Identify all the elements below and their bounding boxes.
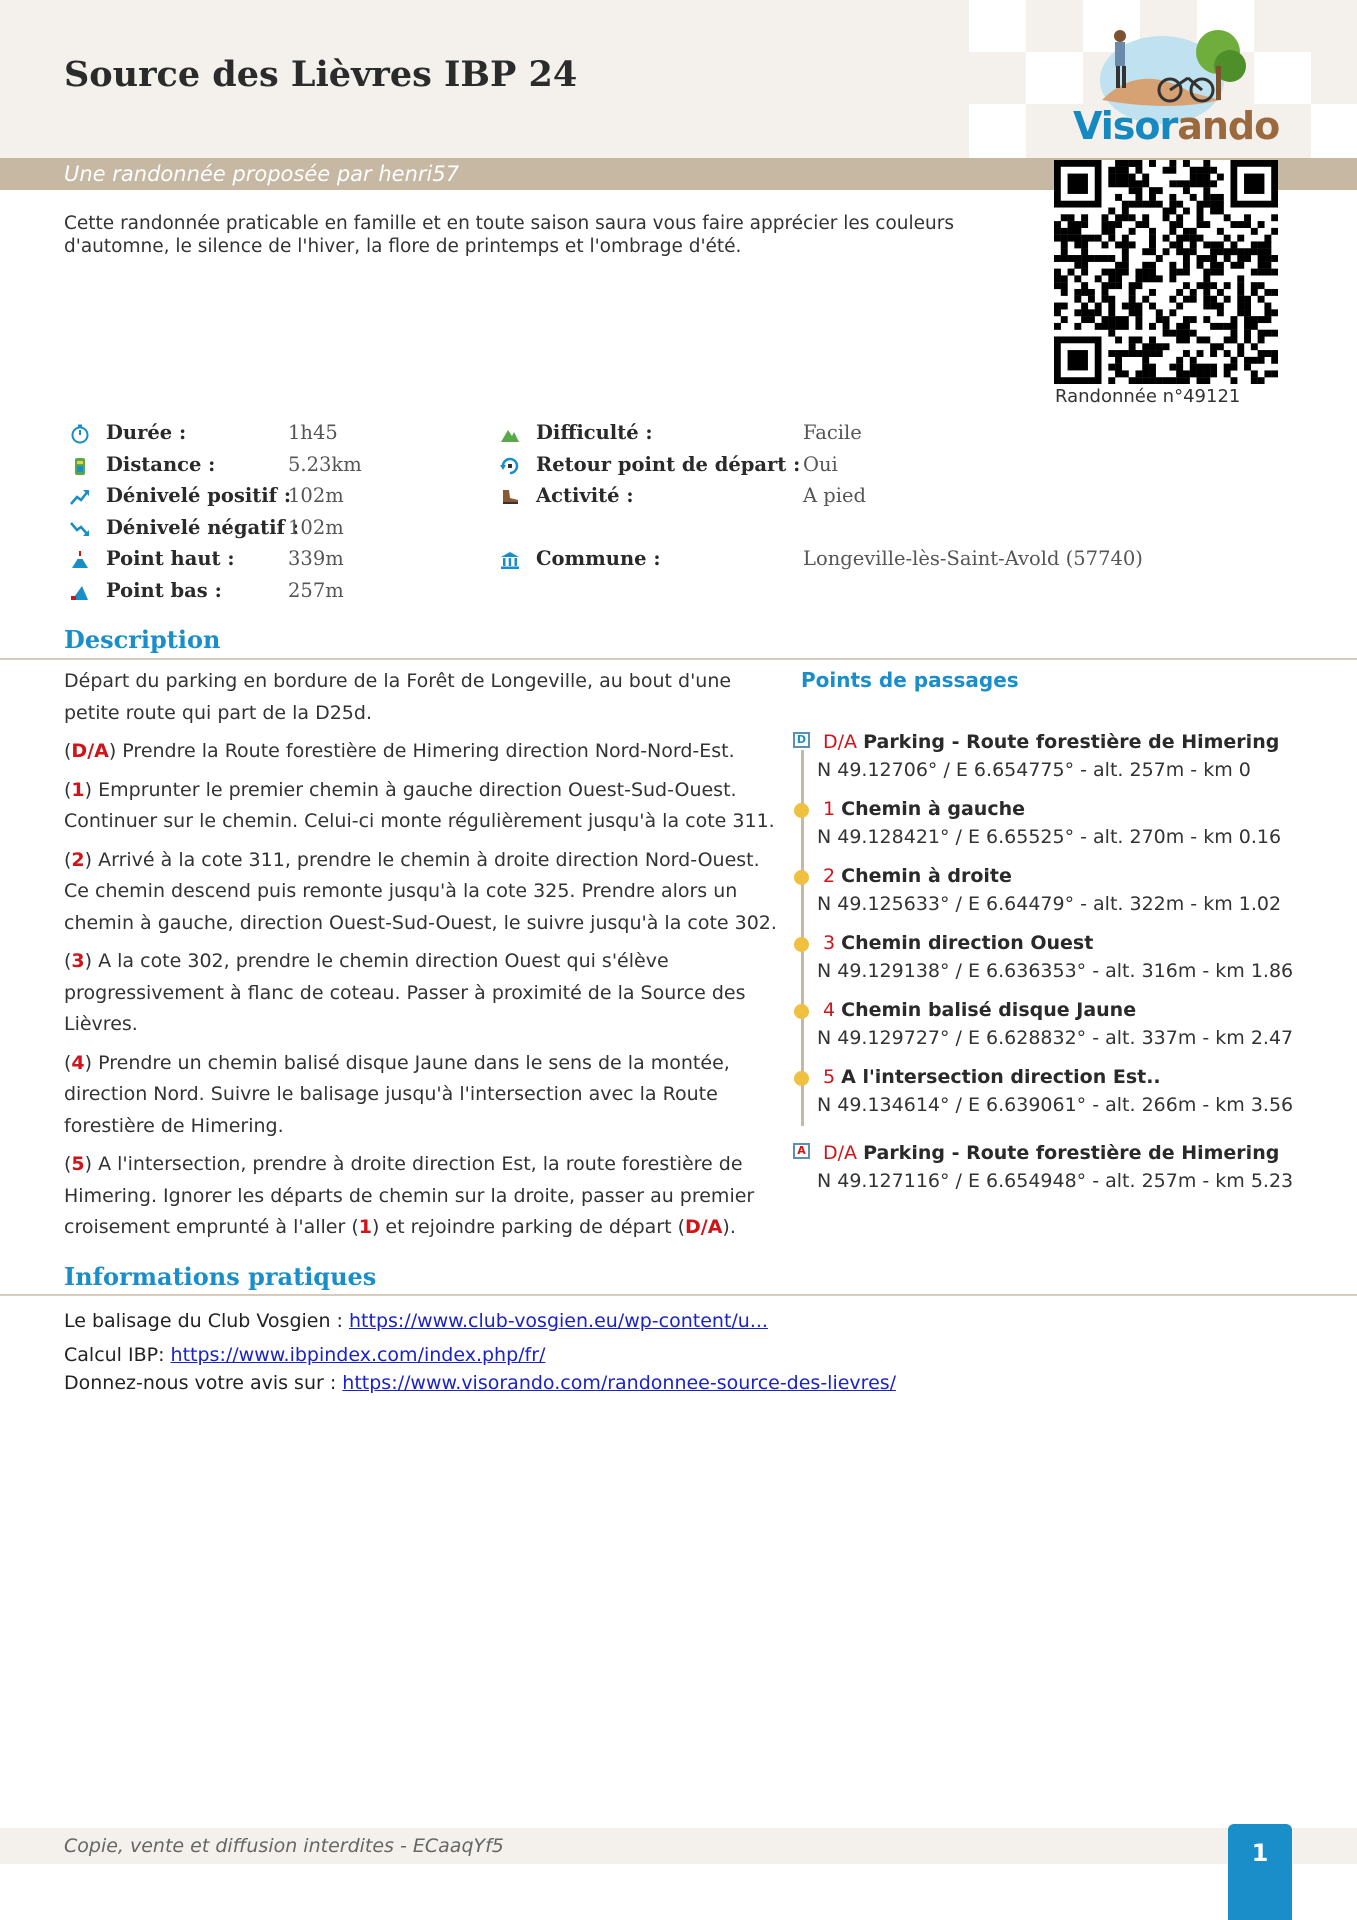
stat-label: Retour point de départ : bbox=[536, 452, 801, 476]
hike-number: Randonnée n°49121 bbox=[1055, 386, 1241, 407]
waypoint-code: 1 bbox=[71, 778, 85, 801]
description-body bbox=[64, 666, 784, 1251]
distance-marker-icon bbox=[70, 456, 90, 476]
waypoint-dot-icon bbox=[794, 1004, 809, 1019]
infos-title: Informations pratiques bbox=[64, 1262, 377, 1291]
stat-label: Dénivelé négatif : bbox=[106, 515, 299, 539]
waypoint-coordinates: N 49.125633° / E 6.64479° - alt. 322m - km 1.02 bbox=[817, 893, 1282, 915]
waypoint-dot-icon bbox=[794, 1071, 809, 1086]
depart-flag-icon: D bbox=[793, 732, 810, 748]
stat-value: Facile bbox=[803, 421, 862, 444]
stat-value: 102m bbox=[288, 484, 344, 507]
waypoint-item: A D/A Parking - Route forestière de Himering N 49.127116° / E 6.654948° - alt. 257m - km 5.23 bbox=[801, 1139, 1321, 1195]
stats-left bbox=[70, 418, 470, 608]
info-line: Donnez-nous votre avis sur : https://www.visorando.com/randonnee-source-des-lievres/ bbox=[64, 1372, 897, 1394]
checker-tile bbox=[1311, 104, 1357, 158]
stats-right bbox=[500, 418, 1143, 608]
waypoint-dot-icon bbox=[794, 803, 809, 818]
waypoint-item: 5 A l'intersection direction Est.. N 49.134614° / E 6.639061° - alt. 266m - km 3.56 bbox=[801, 1063, 1321, 1119]
footer-notice: Copie, vente et diffusion interdites - ECaaqYf5 bbox=[64, 1835, 504, 1857]
waypoint-dot-icon bbox=[794, 937, 809, 952]
info-line: Calcul IBP: https://www.ibpindex.com/index.php/fr/ bbox=[64, 1344, 546, 1366]
stat-value: 257m bbox=[288, 578, 344, 602]
waypoint-coordinates: N 49.129138° / E 6.636353° - alt. 316m - km 1.86 bbox=[817, 960, 1294, 982]
stat-label: Difficulté : bbox=[536, 421, 653, 444]
description-paragraph: (4) Prendre un chemin balisé disque Jaune dans le sens de la montée, direction Nord. Suivre le balisage jusqu'à l'intersection avec la Route forestière de Himering. bbox=[64, 1051, 730, 1137]
stat-label: Commune : bbox=[536, 547, 661, 570]
description-paragraph: (2) Arrivé à la cote 311, prendre le chemin à droite direction Nord-Ouest. Ce chemin descend puis remonte jusqu'à la cote 325. Prendre alors un chemin à gauche, direction Ouest-Sud-Ouest, le suivre jusqu'à la cote 302. bbox=[64, 848, 777, 934]
description-paragraph: (1) Emprunter le premier chemin à gauche direction Ouest-Sud-Ouest. Continuer sur le chemin. Celui-ci monte régulièrement jusqu'à la cote 311. bbox=[64, 778, 775, 832]
stat-label: Point bas : bbox=[106, 578, 222, 602]
visorando-review-link[interactable]: https://www.visorando.com/randonnee-source-des-lievres/ bbox=[342, 1372, 897, 1394]
description-paragraph: (D/A) Prendre la Route forestière de Himering direction Nord-Nord-Est. bbox=[64, 740, 735, 762]
waypoint-code: 5 bbox=[71, 1153, 85, 1175]
elevation-down-icon bbox=[70, 519, 90, 539]
waypoint-coordinates: N 49.134614° / E 6.639061° - alt. 266m - km 3.56 bbox=[817, 1094, 1294, 1116]
description-paragraph: (5) A l'intersection, prendre à droite direction Est, la route forestière de Himering. Ignorer les départs de chemin sur la droite, passer au premier croisement emprunté à l'aller (1) et rejoindre parking de départ (D/A). bbox=[64, 1153, 755, 1238]
stat-value: Longeville-lès-Saint-Avold (57740) bbox=[803, 547, 1143, 570]
waypoint-code: 4 bbox=[71, 1051, 85, 1074]
infos-body bbox=[64, 1304, 896, 1400]
town-hall-icon bbox=[500, 550, 520, 570]
waypoint-code: D/A bbox=[685, 1216, 723, 1238]
club-vosgien-link[interactable]: https://www.club-vosgien.eu/wp-content/u... bbox=[349, 1310, 768, 1332]
waypoint-item: 1 Chemin à gauche N 49.128421° / E 6.65525° - alt. 270m - km 0.16 bbox=[801, 795, 1321, 851]
description-paragraph: (3) A la cote 302, prendre le chemin direction Ouest qui s'élève progressivement à flanc de coteau. Passer à proximité de la Source des Lièvres. bbox=[64, 950, 746, 1035]
waypoint-coordinates: N 49.129727° / E 6.628832° - alt. 337m - km 2.47 bbox=[817, 1027, 1294, 1049]
waypoint-code: D/A bbox=[71, 740, 109, 762]
stat-value: 339m bbox=[288, 547, 344, 570]
elevation-up-icon bbox=[70, 487, 90, 507]
stat-label: Durée : bbox=[106, 421, 187, 444]
stat-label: Dénivelé positif : bbox=[106, 484, 292, 507]
waypoint-coordinates: N 49.127116° / E 6.654948° - alt. 257m - km 5.23 bbox=[817, 1170, 1294, 1192]
waypoint-coordinates: N 49.12706° / E 6.654775° - alt. 257m - km 0 bbox=[817, 759, 1251, 781]
intro-text: Cette randonnée praticable en famille et en toute saison saura vous faire apprécier les couleurs d'automne, le silence de l'hiver, la flore de printemps et l'ombrage d'été. bbox=[64, 213, 954, 257]
brand-name: Visorando bbox=[1073, 104, 1280, 148]
stat-value: 102m bbox=[288, 515, 344, 539]
stat-value: 1h45 bbox=[288, 421, 338, 444]
waypoint-code: 2 bbox=[71, 848, 85, 871]
page-number: 1 bbox=[1228, 1824, 1292, 1920]
stopwatch-icon bbox=[70, 424, 90, 444]
waypoints-title: Points de passages bbox=[801, 668, 1019, 692]
waypoint-code: 3 bbox=[71, 950, 85, 972]
return-loop-icon bbox=[500, 456, 520, 476]
section-divider bbox=[0, 1294, 1357, 1296]
stat-label: Distance : bbox=[106, 452, 216, 476]
stat-value: A pied bbox=[803, 484, 867, 507]
arrival-flag-icon: A bbox=[793, 1143, 810, 1159]
peak-high-icon bbox=[70, 550, 90, 570]
difficulty-icon bbox=[500, 424, 520, 444]
waypoint-item: 3 Chemin direction Ouest N 49.129138° / E 6.636353° - alt. 316m - km 1.86 bbox=[801, 929, 1321, 985]
stat-label: Activité : bbox=[536, 484, 634, 507]
waypoint-item: D D/A Parking - Route forestière de Himering N 49.12706° / E 6.654775° - alt. 257m - km 0 bbox=[801, 728, 1321, 784]
ibp-index-link[interactable]: https://www.ibpindex.com/index.php/fr/ bbox=[170, 1344, 546, 1366]
checker-tile bbox=[969, 0, 1026, 52]
waypoint-item: 2 Chemin à droite N 49.125633° / E 6.64479° - alt. 322m - km 1.02 bbox=[801, 862, 1321, 918]
description-paragraph: Départ du parking en bordure de la Forêt de Longeville, au bout d'une petite route qui part de la D25d. bbox=[64, 670, 732, 724]
page-title: Source des Lièvres IBP 24 bbox=[64, 54, 578, 95]
description-title: Description bbox=[64, 625, 221, 654]
section-divider bbox=[0, 658, 1357, 660]
stat-value: 5.23km bbox=[288, 452, 362, 476]
waypoint-item: 4 Chemin balisé disque Jaune N 49.129727° / E 6.628832° - alt. 337m - km 2.47 bbox=[801, 996, 1321, 1052]
info-line: Le balisage du Club Vosgien : https://www.club-vosgien.eu/wp-content/u... bbox=[64, 1310, 768, 1332]
waypoint-code: 1 bbox=[358, 1216, 372, 1238]
hiking-boot-icon bbox=[500, 487, 520, 507]
waypoint-coordinates: N 49.128421° / E 6.65525° - alt. 270m - km 0.16 bbox=[817, 826, 1282, 848]
stat-label: Point haut : bbox=[106, 547, 235, 570]
waypoint-dot-icon bbox=[794, 870, 809, 885]
peak-low-icon bbox=[70, 582, 90, 602]
stat-value: Oui bbox=[803, 452, 838, 476]
author-line: Une randonnée proposée par henri57 bbox=[64, 162, 460, 186]
qr-code-icon[interactable] bbox=[1054, 160, 1278, 384]
checker-tile bbox=[969, 104, 1026, 158]
